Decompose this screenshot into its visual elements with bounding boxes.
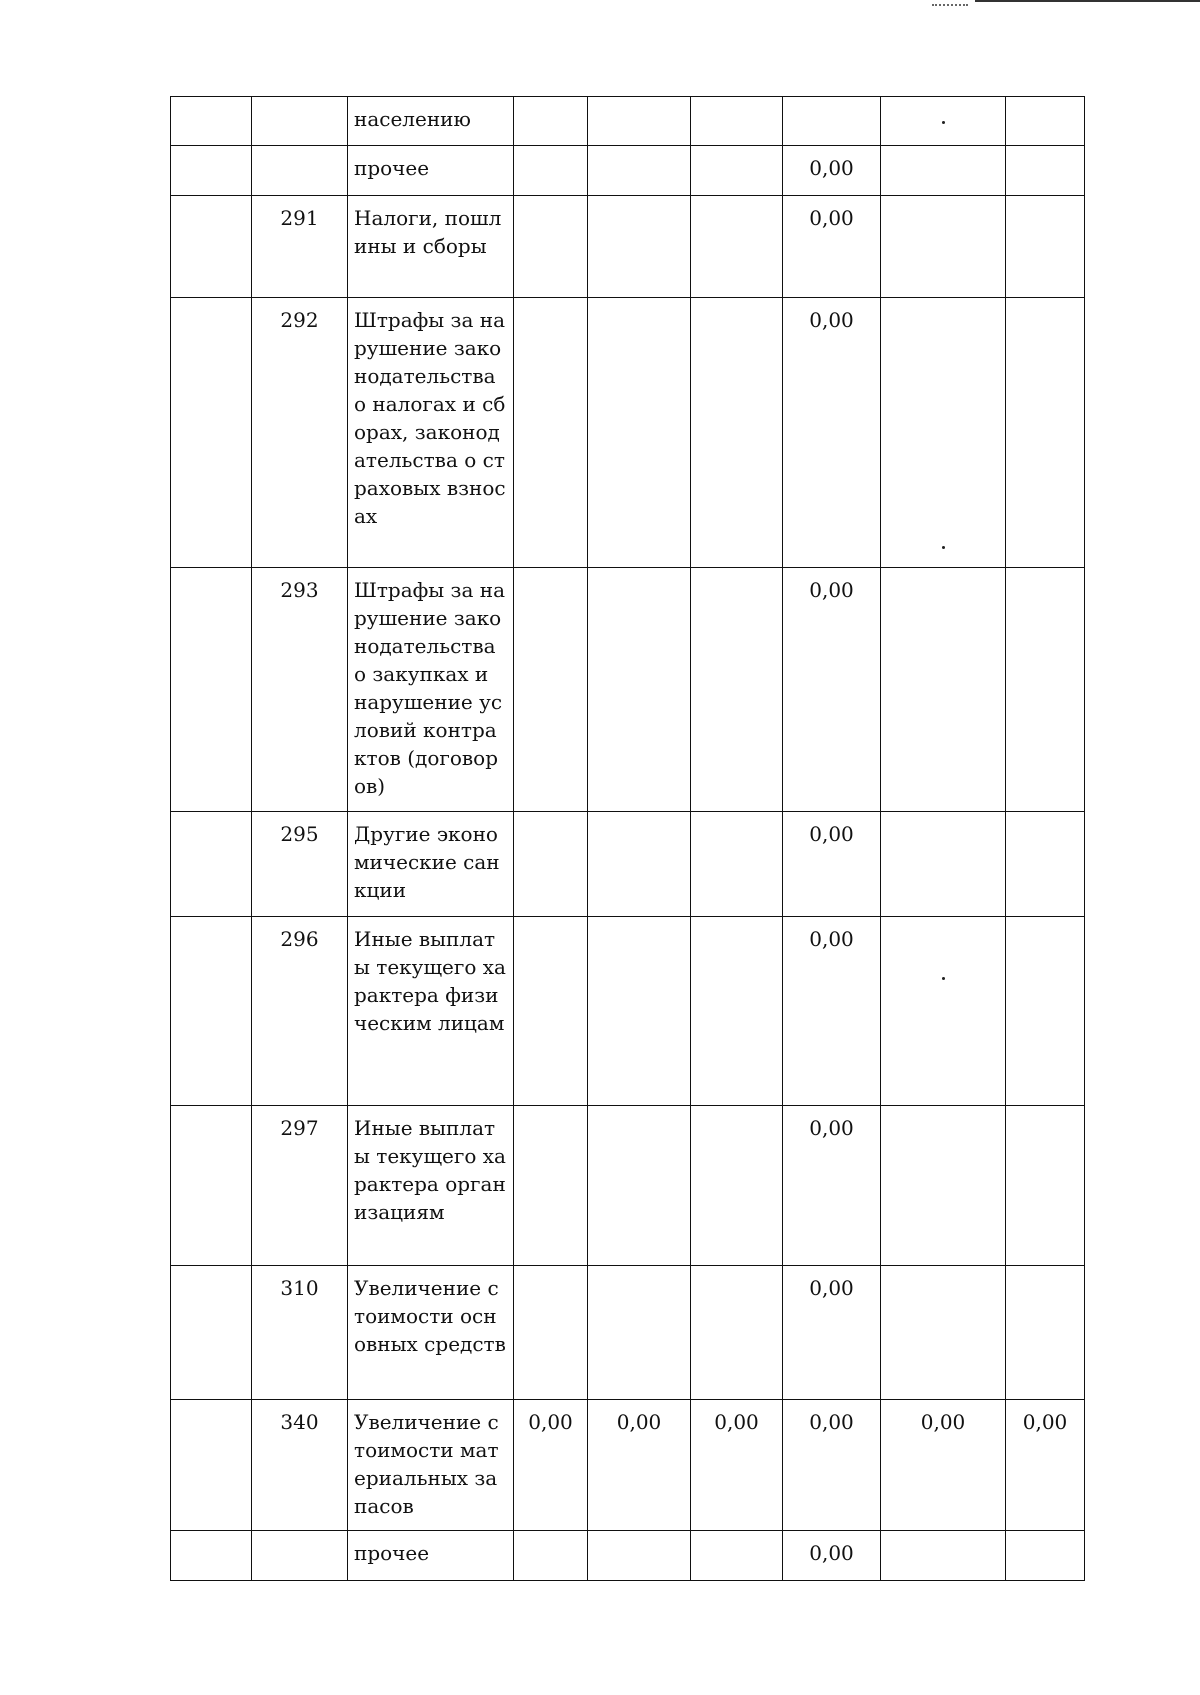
code-cell: 297 — [252, 1106, 348, 1266]
value-cell-6: 0,00 — [1006, 1400, 1085, 1531]
code-cell: 295 — [252, 812, 348, 917]
code-cell: 291 — [252, 196, 348, 298]
value-cell-1 — [514, 146, 588, 196]
blank-cell — [171, 97, 252, 146]
name-cell: Иные выплаты текущего характера организациям — [348, 1106, 514, 1266]
blank-cell — [171, 568, 252, 812]
value-cell-4: 0,00 — [783, 196, 881, 298]
scan-speck — [942, 977, 945, 980]
name-cell: прочее — [348, 146, 514, 196]
blank-cell — [171, 1266, 252, 1400]
value-cell-4: 0,00 — [783, 1531, 881, 1581]
value-cell-6 — [1006, 146, 1085, 196]
blank-cell — [171, 196, 252, 298]
value-cell-5: 0,00 — [881, 1400, 1006, 1531]
value-cell-4: 0,00 — [783, 298, 881, 568]
name-cell: Налоги, пошлины и сборы — [348, 196, 514, 298]
value-cell-1 — [514, 298, 588, 568]
value-cell-4: 0,00 — [783, 1400, 881, 1531]
value-cell-1: 0,00 — [514, 1400, 588, 1531]
name-cell: Штрафы за нарушение законодательства о налогах и сборах, законодательства о страховых взносах — [348, 298, 514, 568]
value-cell-3 — [691, 196, 783, 298]
value-cell-1 — [514, 568, 588, 812]
value-cell-1 — [514, 196, 588, 298]
code-cell — [252, 1531, 348, 1581]
name-cell: Увеличение стоимости материальных запасов — [348, 1400, 514, 1531]
value-cell-2 — [588, 1106, 691, 1266]
value-cell-6 — [1006, 1531, 1085, 1581]
code-cell: 310 — [252, 1266, 348, 1400]
value-cell-4: 0,00 — [783, 1106, 881, 1266]
value-cell-4: 0,00 — [783, 1266, 881, 1400]
value-cell-5 — [881, 1531, 1006, 1581]
name-cell: населению — [348, 97, 514, 146]
blank-cell — [171, 1531, 252, 1581]
blank-cell — [171, 298, 252, 568]
table-row — [171, 1531, 1085, 1581]
scan-artifact-line — [975, 0, 1200, 2]
value-cell-5 — [881, 812, 1006, 917]
value-cell-5 — [881, 146, 1006, 196]
value-cell-5 — [881, 917, 1006, 1106]
value-cell-1 — [514, 812, 588, 917]
value-cell-2 — [588, 146, 691, 196]
name-cell: прочее — [348, 1531, 514, 1581]
value-cell-3 — [691, 1531, 783, 1581]
name-cell: Иные выплаты текущего характера физическим лицам — [348, 917, 514, 1106]
value-cell-5 — [881, 568, 1006, 812]
scan-speck — [942, 546, 945, 549]
table-row — [171, 1266, 1085, 1400]
value-cell-1 — [514, 1531, 588, 1581]
code-cell: 340 — [252, 1400, 348, 1531]
value-cell-1 — [514, 97, 588, 146]
table-row — [171, 917, 1085, 1106]
value-cell-2 — [588, 298, 691, 568]
value-cell-3: 0,00 — [691, 1400, 783, 1531]
value-cell-3 — [691, 1266, 783, 1400]
blank-cell — [171, 146, 252, 196]
name-cell: Другие экономические санкции — [348, 812, 514, 917]
value-cell-6 — [1006, 1266, 1085, 1400]
code-cell: 292 — [252, 298, 348, 568]
table-row — [171, 196, 1085, 298]
scan-artifact-dots — [932, 0, 968, 6]
value-cell-2 — [588, 917, 691, 1106]
value-cell-6 — [1006, 1106, 1085, 1266]
table-row — [171, 568, 1085, 812]
value-cell-3 — [691, 568, 783, 812]
value-cell-3 — [691, 146, 783, 196]
value-cell-6 — [1006, 196, 1085, 298]
value-cell-1 — [514, 1106, 588, 1266]
value-cell-2 — [588, 97, 691, 146]
code-cell: 296 — [252, 917, 348, 1106]
blank-cell — [171, 1400, 252, 1531]
value-cell-6 — [1006, 917, 1085, 1106]
value-cell-1 — [514, 917, 588, 1106]
value-cell-2 — [588, 568, 691, 812]
table-row — [171, 298, 1085, 568]
value-cell-6 — [1006, 568, 1085, 812]
value-cell-2 — [588, 1531, 691, 1581]
code-cell — [252, 146, 348, 196]
value-cell-4: 0,00 — [783, 146, 881, 196]
value-cell-3 — [691, 812, 783, 917]
value-cell-2: 0,00 — [588, 1400, 691, 1531]
value-cell-5 — [881, 97, 1006, 146]
value-cell-5 — [881, 196, 1006, 298]
value-cell-6 — [1006, 298, 1085, 568]
table-row — [171, 812, 1085, 917]
code-cell: 293 — [252, 568, 348, 812]
value-cell-2 — [588, 196, 691, 298]
value-cell-5 — [881, 298, 1006, 568]
value-cell-2 — [588, 1266, 691, 1400]
table-row — [171, 1106, 1085, 1266]
table-row — [171, 1400, 1085, 1531]
value-cell-4 — [783, 97, 881, 146]
value-cell-5 — [881, 1106, 1006, 1266]
blank-cell — [171, 1106, 252, 1266]
value-cell-2 — [588, 812, 691, 917]
blank-cell — [171, 917, 252, 1106]
blank-cell — [171, 812, 252, 917]
name-cell: Увеличение стоимости основных средств — [348, 1266, 514, 1400]
value-cell-6 — [1006, 97, 1085, 146]
value-cell-6 — [1006, 812, 1085, 917]
table-row — [171, 97, 1085, 146]
value-cell-5 — [881, 1266, 1006, 1400]
value-cell-4: 0,00 — [783, 812, 881, 917]
value-cell-3 — [691, 917, 783, 1106]
value-cell-4: 0,00 — [783, 917, 881, 1106]
value-cell-1 — [514, 1266, 588, 1400]
value-cell-3 — [691, 298, 783, 568]
value-cell-3 — [691, 1106, 783, 1266]
code-cell — [252, 97, 348, 146]
value-cell-3 — [691, 97, 783, 146]
value-cell-4: 0,00 — [783, 568, 881, 812]
budget-table — [170, 96, 1085, 1581]
table-row — [171, 146, 1085, 196]
scan-speck — [942, 121, 945, 124]
name-cell: Штрафы за нарушение законодательства о закупках и нарушение условий контрактов (договоров) — [348, 568, 514, 812]
